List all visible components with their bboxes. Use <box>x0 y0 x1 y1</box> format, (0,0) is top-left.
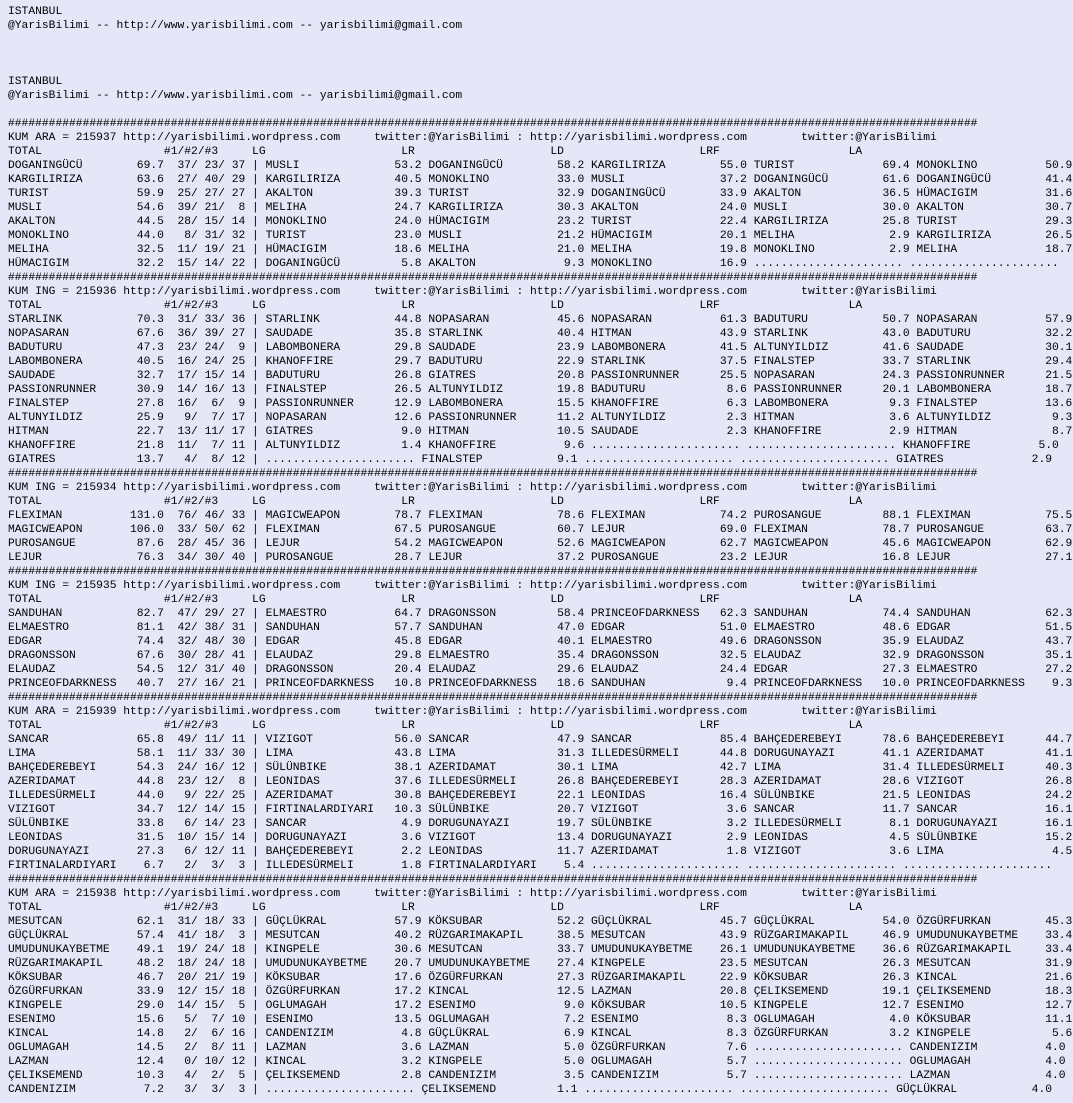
separator-line: ############################################################################################################################################### <box>8 272 978 284</box>
result-row: ELMAESTRO 81.1 42/ 38/ 31 | SANDUHAN 57.7 SANDUHAN 47.0 EDGAR 51.0 ELMAESTRO 48.6 EDGAR 51.5 <box>8 622 1073 634</box>
result-row: LAZMAN 12.4 0/ 10/ 12 | KINCAL 3.2 KINGPELE 5.0 OGLUMAGAH 5.7 ...................... OGLUMAGAH 4.0 <box>8 1056 1066 1068</box>
result-row: LEONIDAS 31.5 10/ 15/ 14 | DORUGUNAYAZI 3.6 VIZIGOT 13.4 DORUGUNAYAZI 2.9 LEONIDAS 4.5 SÜLÜNBIKE 15.2 <box>8 832 1073 844</box>
result-row: FIRTINALARDIYARI 6.7 2/ 3/ 3 | ILLEDESÜRMELI 1.8 FIRTINALARDIYARI 5.4 ...................... ...................... ...................... <box>8 860 1053 872</box>
result-row: UMUDUNUKAYBETME 49.1 19/ 24/ 18 | KINGPELE 30.6 MESUTCAN 33.7 UMUDUNUKAYBETME 26.1 UMUDUNUKAYBETME 36.6 RÜZGARIMAKAPIL 33.4 <box>8 944 1073 956</box>
column-header-line: TOTAL #1/#2/#3 LG LR LD LRF LA <box>8 300 863 312</box>
result-row: MELIHA 32.5 11/ 19/ 21 | HÜMACIGIM 18.6 MELIHA 21.0 MELIHA 19.8 MONOKLINO 2.9 MELIHA 18.7 <box>8 244 1073 256</box>
race-header-line: KUM ING = 215936 http://yarisbilimi.wordpress.com twitter:@YarisBilimi : http://yarisbilimi.wordpress.com twitter:@YarisBilimi <box>8 286 937 298</box>
race-header-line: KUM ING = 215935 http://yarisbilimi.wordpress.com twitter:@YarisBilimi : http://yarisbilimi.wordpress.com twitter:@YarisBilimi <box>8 580 937 592</box>
result-row: ELAUDAZ 54.5 12/ 31/ 40 | DRAGONSSON 20.4 ELAUDAZ 29.6 ELAUDAZ 24.4 EDGAR 27.3 ELMAESTRO 27.2 <box>8 664 1073 676</box>
result-row: GIATRES 13.7 4/ 8/ 12 | ...................... FINALSTEP 9.1 ...................... ...................... GIATRES 2.9 <box>8 454 1053 466</box>
result-row: MUSLI 54.6 39/ 21/ 8 | MELIHA 24.7 KARGILIRIZA 30.3 AKALTON 24.0 MUSLI 30.0 AKALTON 30.7 <box>8 202 1073 214</box>
result-row: MESUTCAN 62.1 31/ 18/ 33 | GÜÇLÜKRAL 57.9 KÖKSUBAR 52.2 GÜÇLÜKRAL 45.7 GÜÇLÜKRAL 54.0 ÖZGÜRFURKAN 45.3 <box>8 916 1073 928</box>
result-row: MAGICWEAPON 106.0 33/ 50/ 62 | FLEXIMAN 67.5 PUROSANGUE 60.7 LEJUR 69.0 FLEXIMAN 78.7 PUROSANGUE 63.7 <box>8 524 1073 536</box>
result-row: FLEXIMAN 131.0 76/ 46/ 33 | MAGICWEAPON 78.7 FLEXIMAN 78.6 FLEXIMAN 74.2 PUROSANGUE 88.1 FLEXIMAN 75.5 <box>8 510 1073 522</box>
result-row: ÇELIKSEMEND 10.3 4/ 2/ 5 | ÇELIKSEMEND 2.8 CANDENIZIM 3.5 CANDENIZIM 5.7 ...................... LAZMAN 4.0 <box>8 1070 1066 1082</box>
result-row: KINCAL 14.8 2/ 6/ 16 | CANDENIZIM 4.8 GÜÇLÜKRAL 6.9 KINCAL 8.3 ÖZGÜRFURKAN 3.2 KINGPELE 5.6 <box>8 1028 1073 1040</box>
separator-line: ############################################################################################################################################### <box>8 118 978 130</box>
contact-line: @YarisBilimi -- http://www.yarisbilimi.com -- yarisbilimi@gmail.com <box>8 90 463 102</box>
result-row: SAUDADE 32.7 17/ 15/ 14 | BADUTURU 26.8 GIATRES 20.8 PASSIONRUNNER 25.5 NOPASARAN 24.3 PASSIONRUNNER 21.5 <box>8 370 1073 382</box>
result-row: AZERIDAMAT 44.8 23/ 12/ 8 | LEONIDAS 37.6 ILLEDESÜRMELI 26.8 BAHÇEDEREBEYI 28.3 AZERIDAMAT 28.6 VIZIGOT 26.8 <box>8 776 1073 788</box>
result-row: SANCAR 65.8 49/ 11/ 11 | VIZIGOT 56.0 SANCAR 47.9 SANCAR 85.4 BAHÇEDEREBEYI 78.6 BAHÇEDEREBEYI 44.7 <box>8 734 1073 746</box>
race-header-line: KUM ING = 215934 http://yarisbilimi.wordpress.com twitter:@YarisBilimi : http://yarisbilimi.wordpress.com twitter:@YarisBilimi <box>8 482 937 494</box>
result-row: OGLUMAGAH 14.5 2/ 8/ 11 | LAZMAN 3.6 LAZMAN 5.0 ÖZGÜRFURKAN 7.6 ...................... CANDENIZIM 4.0 <box>8 1042 1066 1054</box>
city-title: ISTANBUL <box>8 76 63 88</box>
column-header-line: TOTAL #1/#2/#3 LG LR LD LRF LA <box>8 720 863 732</box>
race-header-line: KUM ARA = 215937 http://yarisbilimi.wordpress.com twitter:@YarisBilimi : http://yarisbilimi.wordpress.com twitter:@YarisBilimi <box>8 132 937 144</box>
result-row: LABOMBONERA 40.5 16/ 24/ 25 | KHANOFFIRE 29.7 BADUTURU 22.9 STARLINK 37.5 FINALSTEP 33.7 STARLINK 29.4 <box>8 356 1073 368</box>
result-row: KHANOFFIRE 21.8 11/ 7/ 11 | ALTUNYILDIZ 1.4 KHANOFFIRE 9.6 ...................... ...................... KHANOFFIRE 5.0 <box>8 440 1059 452</box>
result-row: STARLINK 70.3 31/ 33/ 36 | STARLINK 44.8 NOPASARAN 45.6 NOPASARAN 61.3 BADUTURU 50.7 NOPASARAN 57.9 <box>8 314 1073 326</box>
result-row: AKALTON 44.5 28/ 15/ 14 | MONOKLINO 24.0 HÜMACIGIM 23.2 TURIST 22.4 KARGILIRIZA 25.8 TURIST 29.3 <box>8 216 1073 228</box>
result-row: LIMA 58.1 11/ 33/ 30 | LIMA 43.8 LIMA 31.3 ILLEDESÜRMELI 44.8 DORUGUNAYAZI 41.1 AZERIDAMAT 41.1 <box>8 748 1073 760</box>
result-row: CANDENIZIM 7.2 3/ 3/ 3 | ...................... ÇELIKSEMEND 1.1 ...................... ...................... GÜÇLÜKRAL 4.0 <box>8 1084 1053 1096</box>
column-header-line: TOTAL #1/#2/#3 LG LR LD LRF LA <box>8 902 863 914</box>
column-header-line: TOTAL #1/#2/#3 LG LR LD LRF LA <box>8 146 863 158</box>
result-row: HÜMACIGIM 32.2 15/ 14/ 22 | DOGANINGÜCÜ 5.8 AKALTON 9.3 MONOKLINO 16.9 ...................... ...................... <box>8 258 1059 270</box>
separator-line: ############################################################################################################################################### <box>8 692 978 704</box>
blank-line <box>8 103 1072 117</box>
result-row: MONOKLINO 44.0 8/ 31/ 32 | TURIST 23.0 MUSLI 21.2 HÜMACIGIM 20.1 MELIHA 2.9 KARGILIRIZA 26.5 <box>8 230 1073 242</box>
result-row: SÜLÜNBIKE 33.8 6/ 14/ 23 | SANCAR 4.9 DORUGUNAYAZI 19.7 SÜLÜNBIKE 3.2 ILLEDESÜRMELI 8.1 DORUGUNAYAZI 16.1 <box>8 818 1073 830</box>
result-row: KÖKSUBAR 46.7 20/ 21/ 19 | KÖKSUBAR 17.6 ÖZGÜRFURKAN 27.3 RÜZGARIMAKAPIL 22.9 KÖKSUBAR 26.3 KINCAL 21.6 <box>8 972 1073 984</box>
text-report <box>8 5 1072 1097</box>
separator-line: ############################################################################################################################################### <box>8 566 978 578</box>
result-row: RÜZGARIMAKAPIL 48.2 18/ 24/ 18 | UMUDUNUKAYBETME 20.7 UMUDUNUKAYBETME 27.4 KINGPELE 23.5 MESUTCAN 26.3 MESUTCAN 31.9 <box>8 958 1073 970</box>
result-row: DOGANINGÜCÜ 69.7 37/ 23/ 37 | MUSLI 53.2 DOGANINGÜCÜ 58.2 KARGILIRIZA 55.0 TURIST 69.4 MONOKLINO 50.9 <box>8 160 1073 172</box>
result-row: EDGAR 74.4 32/ 48/ 30 | EDGAR 45.8 EDGAR 40.1 ELMAESTRO 49.6 DRAGONSSON 35.9 ELAUDAZ 43.7 <box>8 636 1073 648</box>
result-row: ILLEDESÜRMELI 44.0 9/ 22/ 25 | AZERIDAMAT 30.8 BAHÇEDEREBEYI 22.1 LEONIDAS 16.4 SÜLÜNBIKE 21.5 LEONIDAS 24.2 <box>8 790 1073 802</box>
result-row: PASSIONRUNNER 30.9 14/ 16/ 13 | FINALSTEP 26.5 ALTUNYILDIZ 19.8 BADUTURU 8.6 PASSIONRUNNER 20.1 LABOMBONERA 18.7 <box>8 384 1073 396</box>
race-header-line: KUM ARA = 215939 http://yarisbilimi.wordpress.com twitter:@YarisBilimi : http://yarisbilimi.wordpress.com twitter:@YarisBilimi <box>8 706 937 718</box>
city-title: ISTANBUL <box>8 6 63 18</box>
blank-line <box>8 33 1072 47</box>
result-row: DRAGONSSON 67.6 30/ 28/ 41 | ELAUDAZ 29.8 ELMAESTRO 35.4 DRAGONSSON 32.5 ELAUDAZ 32.9 DRAGONSSON 35.1 <box>8 650 1073 662</box>
result-row: VIZIGOT 34.7 12/ 14/ 15 | FIRTINALARDIYARI 10.3 SÜLÜNBIKE 20.7 VIZIGOT 3.6 SANCAR 11.7 SANCAR 16.1 <box>8 804 1073 816</box>
blank-line <box>8 47 1072 61</box>
result-row: TURIST 59.9 25/ 27/ 27 | AKALTON 39.3 TURIST 32.9 DOGANINGÜCÜ 33.9 AKALTON 36.5 HÜMACIGIM 31.6 <box>8 188 1073 200</box>
result-row: PRINCEOFDARKNESS 40.7 27/ 16/ 21 | PRINCEOFDARKNESS 10.8 PRINCEOFDARKNESS 18.6 SANDUHAN 9.4 PRINCEOFDARKNESS 10.0 PRINCEOFDARKNESS 9.3 <box>8 678 1073 690</box>
result-row: KINGPELE 29.0 14/ 15/ 5 | OGLUMAGAH 17.2 ESENIMO 9.0 KÖKSUBAR 10.5 KINGPELE 12.7 ESENIMO 12.7 <box>8 1000 1073 1012</box>
separator-line: ############################################################################################################################################### <box>8 468 978 480</box>
result-row: DORUGUNAYAZI 27.3 6/ 12/ 11 | BAHÇEDEREBEYI 2.2 LEONIDAS 11.7 AZERIDAMAT 1.8 VIZIGOT 3.6 LIMA 4.5 <box>8 846 1073 858</box>
result-row: BADUTURU 47.3 23/ 24/ 9 | LABOMBONERA 29.8 SAUDADE 23.9 LABOMBONERA 41.5 ALTUNYILDIZ 41.6 SAUDADE 30.1 <box>8 342 1073 354</box>
result-row: ESENIMO 15.6 5/ 7/ 10 | ESENIMO 13.5 OGLUMAGAH 7.2 ESENIMO 8.3 OGLUMAGAH 4.0 KÖKSUBAR 11.1 <box>8 1014 1073 1026</box>
result-row: KARGILIRIZA 63.6 27/ 40/ 29 | KARGILIRIZA 40.5 MONOKLINO 33.0 MUSLI 37.2 DOGANINGÜCÜ 61.6 DOGANINGÜCÜ 41.4 <box>8 174 1073 186</box>
result-row: PUROSANGUE 87.6 28/ 45/ 36 | LEJUR 54.2 MAGICWEAPON 52.6 MAGICWEAPON 62.7 MAGICWEAPON 45.6 MAGICWEAPON 62.9 <box>8 538 1073 550</box>
column-header-line: TOTAL #1/#2/#3 LG LR LD LRF LA <box>8 496 863 508</box>
separator-line: ############################################################################################################################################### <box>8 874 978 886</box>
result-row: ALTUNYILDIZ 25.9 9/ 7/ 17 | NOPASARAN 12.6 PASSIONRUNNER 11.2 ALTUNYILDIZ 2.3 HITMAN 3.6 ALTUNYILDIZ 9.3 <box>8 412 1073 424</box>
result-row: NOPASARAN 67.6 36/ 39/ 27 | SAUDADE 35.8 STARLINK 40.4 HITMAN 43.9 STARLINK 43.0 BADUTURU 32.2 <box>8 328 1073 340</box>
result-row: GÜÇLÜKRAL 57.4 41/ 18/ 3 | MESUTCAN 40.2 RÜZGARIMAKAPIL 38.5 MESUTCAN 43.9 RÜZGARIMAKAPIL 46.9 UMUDUNUKAYBETME 33.4 <box>8 930 1073 942</box>
result-row: BAHÇEDEREBEYI 54.3 24/ 16/ 12 | SÜLÜNBIKE 38.1 AZERIDAMAT 30.1 LIMA 42.7 LIMA 31.4 ILLEDESÜRMELI 40.3 <box>8 762 1073 774</box>
contact-line: @YarisBilimi -- http://www.yarisbilimi.com -- yarisbilimi@gmail.com <box>8 20 463 32</box>
column-header-line: TOTAL #1/#2/#3 LG LR LD LRF LA <box>8 594 863 606</box>
race-header-line: KUM ARA = 215938 http://yarisbilimi.wordpress.com twitter:@YarisBilimi : http://yarisbilimi.wordpress.com twitter:@YarisBilimi <box>8 888 937 900</box>
result-row: FINALSTEP 27.8 16/ 6/ 9 | PASSIONRUNNER 12.9 LABOMBONERA 15.5 KHANOFFIRE 6.3 LABOMBONERA 9.3 FINALSTEP 13.6 <box>8 398 1073 410</box>
result-row: ÖZGÜRFURKAN 33.9 12/ 15/ 18 | ÖZGÜRFURKAN 17.2 KINCAL 12.5 LAZMAN 20.8 ÇELIKSEMEND 19.1 ÇELIKSEMEND 18.3 <box>8 986 1073 998</box>
blank-line <box>8 61 1072 75</box>
result-row: HITMAN 22.7 13/ 11/ 17 | GIATRES 9.0 HITMAN 10.5 SAUDADE 2.3 KHANOFFIRE 2.9 HITMAN 8.7 <box>8 426 1073 438</box>
result-row: LEJUR 76.3 34/ 30/ 40 | PUROSANGUE 28.7 LEJUR 37.2 PUROSANGUE 23.2 LEJUR 16.8 LEJUR 27.1 <box>8 552 1073 564</box>
result-row: SANDUHAN 82.7 47/ 29/ 27 | ELMAESTRO 64.7 DRAGONSSON 58.4 PRINCEOFDARKNESS 62.3 SANDUHAN 74.4 SANDUHAN 62.3 <box>8 608 1073 620</box>
